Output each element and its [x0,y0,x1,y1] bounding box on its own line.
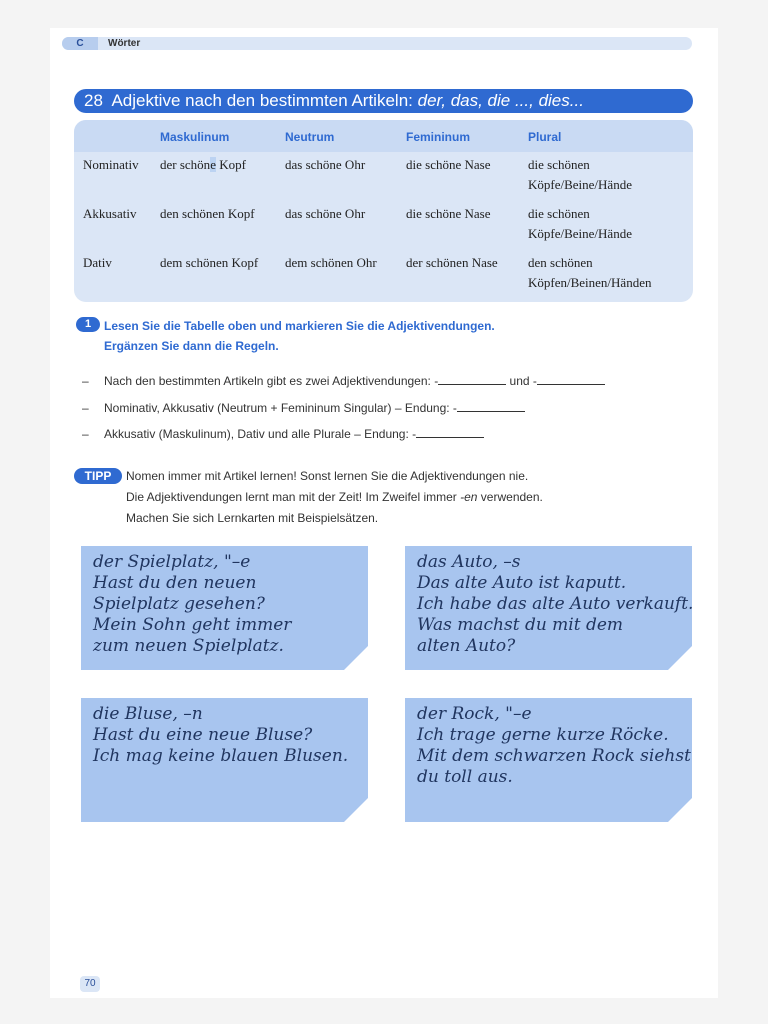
header-femininum: Femininum [406,130,471,144]
cell-nom-fem: die schöne Nase [406,157,491,172]
rule-1: Nach den bestimmten Artikeln gibt es zwei Adjektivendungen: - und - [104,374,605,388]
exercise-instruction: Lesen Sie die Tabelle oben und markieren Sie die Adjektivendungen. Ergänzen Sie dann die Regeln. [104,319,495,353]
card-fold [344,646,368,670]
tipp-text: Nomen immer mit Artikel lernen! Sonst lernen Sie die Adjektivendungen nie. Die Adjektivendungen lernt man mit der Zeit! Im Zweifel immer -en verwenden. Machen Sie sich Lernkarten mit Beispielsätzen. [126,469,543,525]
answer-blank-3[interactable] [457,401,525,412]
card-fold [344,798,368,822]
exercise-number-badge: 1 [76,317,100,332]
card-fold [668,798,692,822]
cell-dat-fem: der schönen Nase [406,255,498,270]
title-text: Adjektive nach den bestimmten Artikeln: [111,91,413,110]
section-bar [62,37,692,50]
rule-3: Akkusativ (Maskulinum), Dativ und alle Plurale – Endung: - [104,427,484,441]
card-fold [668,646,692,670]
page-number: 70 [80,976,100,992]
tipp-badge: TIPP [74,468,122,484]
page-title [74,89,693,113]
cell-dat-mask: dem schönen Kopf [160,255,259,270]
section-title: Wörter [108,38,141,49]
bullet-dash: – [82,427,89,441]
flashcard-rock: der Rock, "–e Ich trage gerne kurze Röcke. Mit dem schwarzen Rock siehst du toll aus. [405,698,692,822]
section-letter: C [62,37,98,50]
cell-akk-plural: die schönen Köpfe/Beine/Hände [528,206,632,241]
title-number: 28 [84,91,103,110]
header-plural: Plural [528,130,562,144]
cell-akk-fem: die schöne Nase [406,206,491,221]
cell-akk-mask: den schönen Kopf [160,206,255,221]
cell-dat-neut: dem schönen Ohr [285,255,377,270]
rule-2: Nominativ, Akkusativ (Neutrum + Femininum Singular) – Endung: - [104,401,525,415]
bullet-dash: – [82,374,89,388]
cell-nom-plural: die schönen Köpfe/Beine/Hände [528,157,632,192]
row-label-dativ: Dativ [83,255,112,270]
flashcard-spielplatz: der Spielplatz, "–e Hast du den neuen Spielplatz gesehen? Mein Sohn geht immer zum neuen Spielplatz. [81,546,368,670]
answer-blank-2[interactable] [537,374,605,385]
header-neutrum: Neutrum [285,130,335,144]
answer-blank-4[interactable] [416,427,484,438]
cell-nom-neut: das schöne Ohr [285,157,366,172]
row-label-nominativ: Nominativ [83,157,139,172]
cell-dat-plural: den schönen Köpfen/Beinen/Händen [528,255,652,290]
header-maskulinum: Maskulinum [160,130,230,144]
flashcard-auto: das Auto, –s Das alte Auto ist kaputt. Ich habe das alte Auto verkauft. Was machst du mit dem alten Auto? [405,546,692,670]
bullet-dash: – [82,401,89,415]
cell-nom-mask: der schöne Kopf [160,157,246,172]
cell-akk-neut: das schöne Ohr [285,206,366,221]
row-label-akkusativ: Akkusativ [83,206,137,221]
answer-blank-1[interactable] [438,374,506,385]
flashcard-bluse: die Bluse, –n Hast du eine neue Bluse? Ich mag keine blauen Blusen. [81,698,368,822]
title-italic: der, das, die ..., dies... [417,91,584,110]
